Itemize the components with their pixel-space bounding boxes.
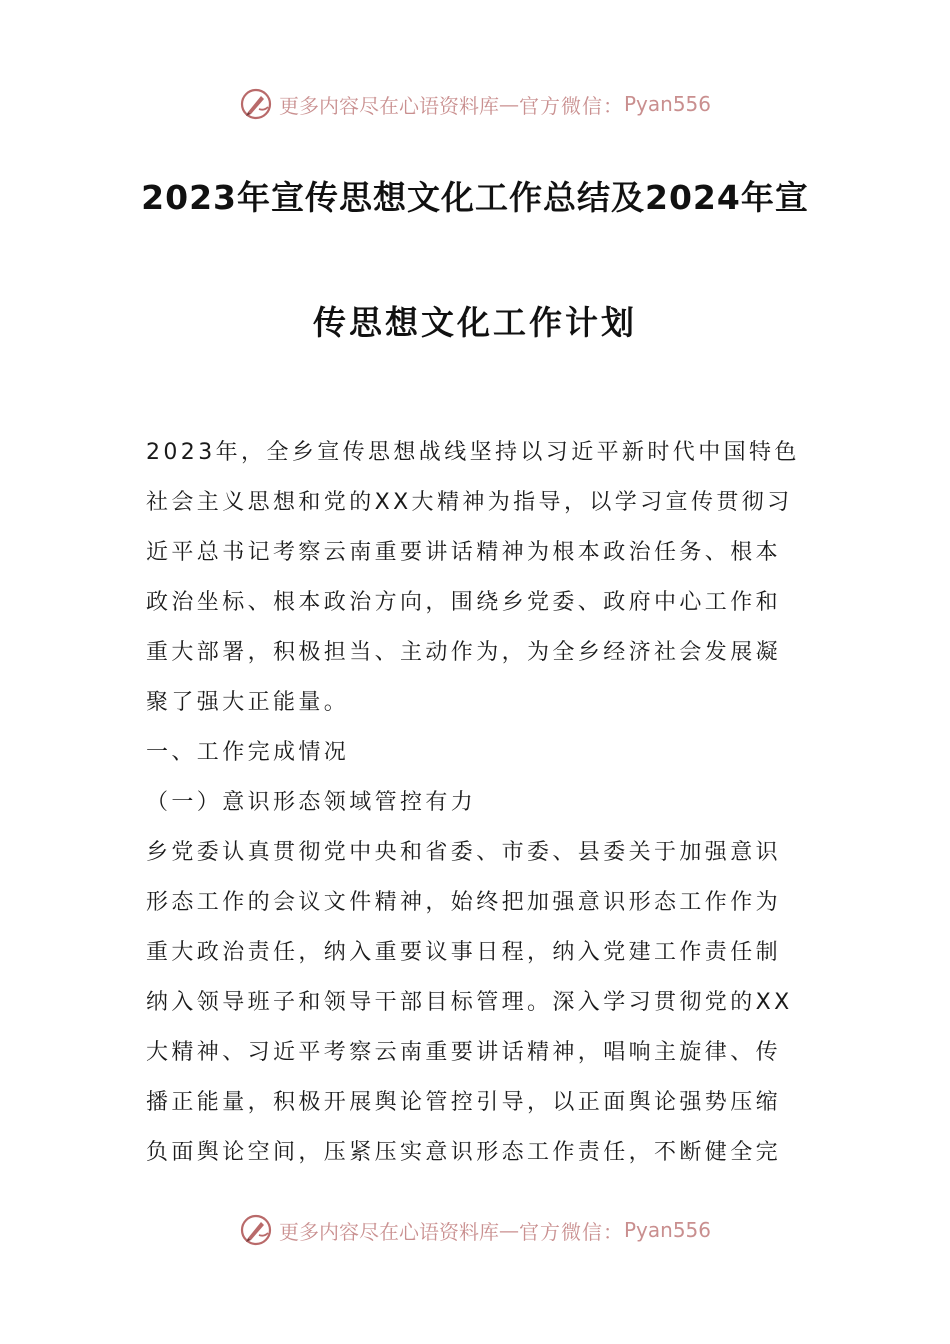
body-line: 形态工作的会议文件精神，始终把加强意识形态工作作为 [146,890,782,915]
body-line: 近平总书记考察云南重要讲话精神为根本政治任务、根本 [146,540,782,565]
watermark-handle: Pyan556 [623,92,711,116]
body-line: 重大部署，积极担当、主动作为，为全乡经济社会发展凝 [146,640,782,665]
body-line: 负面舆论空间，压紧压实意识形态工作责任，不断健全完 [146,1140,782,1165]
document-body [146,428,806,1178]
section-heading: 一、工作完成情况 [146,740,350,765]
watermark-wechat-label: 官方微信： [518,1219,624,1244]
body-line: 社会主义思想和党的XX大精神为指导，以学习宣传贯彻习 [146,490,793,515]
watermark-brand: 更多内容尽在心语资料库 [278,1219,499,1244]
watermark-wechat-label: 官方微信： [518,93,624,118]
body-line: 纳入领导班子和领导干部目标管理。深入学习贯彻党的XX [146,990,793,1015]
body-line: 2023年，全乡宣传思想战线坚持以习近平新时代中国特色 [146,440,800,465]
document-title-line-2: 传思想文化工作计划 [313,303,637,342]
body-line: 大精神、习近平考察云南重要讲话精神，唱响主旋律、传 [146,1040,782,1065]
pen-circle-icon [239,87,273,121]
body-line: 播正能量，积极开展舆论管控引导，以正面舆论强势压缩 [146,1090,782,1115]
body-line: 乡党委认真贯彻党中央和省委、市委、县委关于加强意识 [146,840,782,865]
body-line: 政治坐标、根本政治方向，围绕乡党委、政府中心工作和 [146,590,782,615]
body-line: 聚了强大正能量。 [146,690,350,715]
pen-circle-icon [239,1213,273,1247]
subsection-heading: （一）意识形态领域管控有力 [146,790,477,815]
document-title-line-1: 2023年宣传思想文化工作总结及2024年宣 [141,178,809,217]
header-watermark [0,84,950,124]
watermark-brand: 更多内容尽在心语资料库 [278,93,499,118]
body-line: 重大政治责任，纳入重要议事日程，纳入党建工作责任制 [146,940,782,965]
footer-watermark [0,1210,950,1250]
watermark-separator: — [498,92,519,116]
watermark-handle: Pyan556 [623,1218,711,1242]
watermark-separator: — [498,1218,519,1242]
